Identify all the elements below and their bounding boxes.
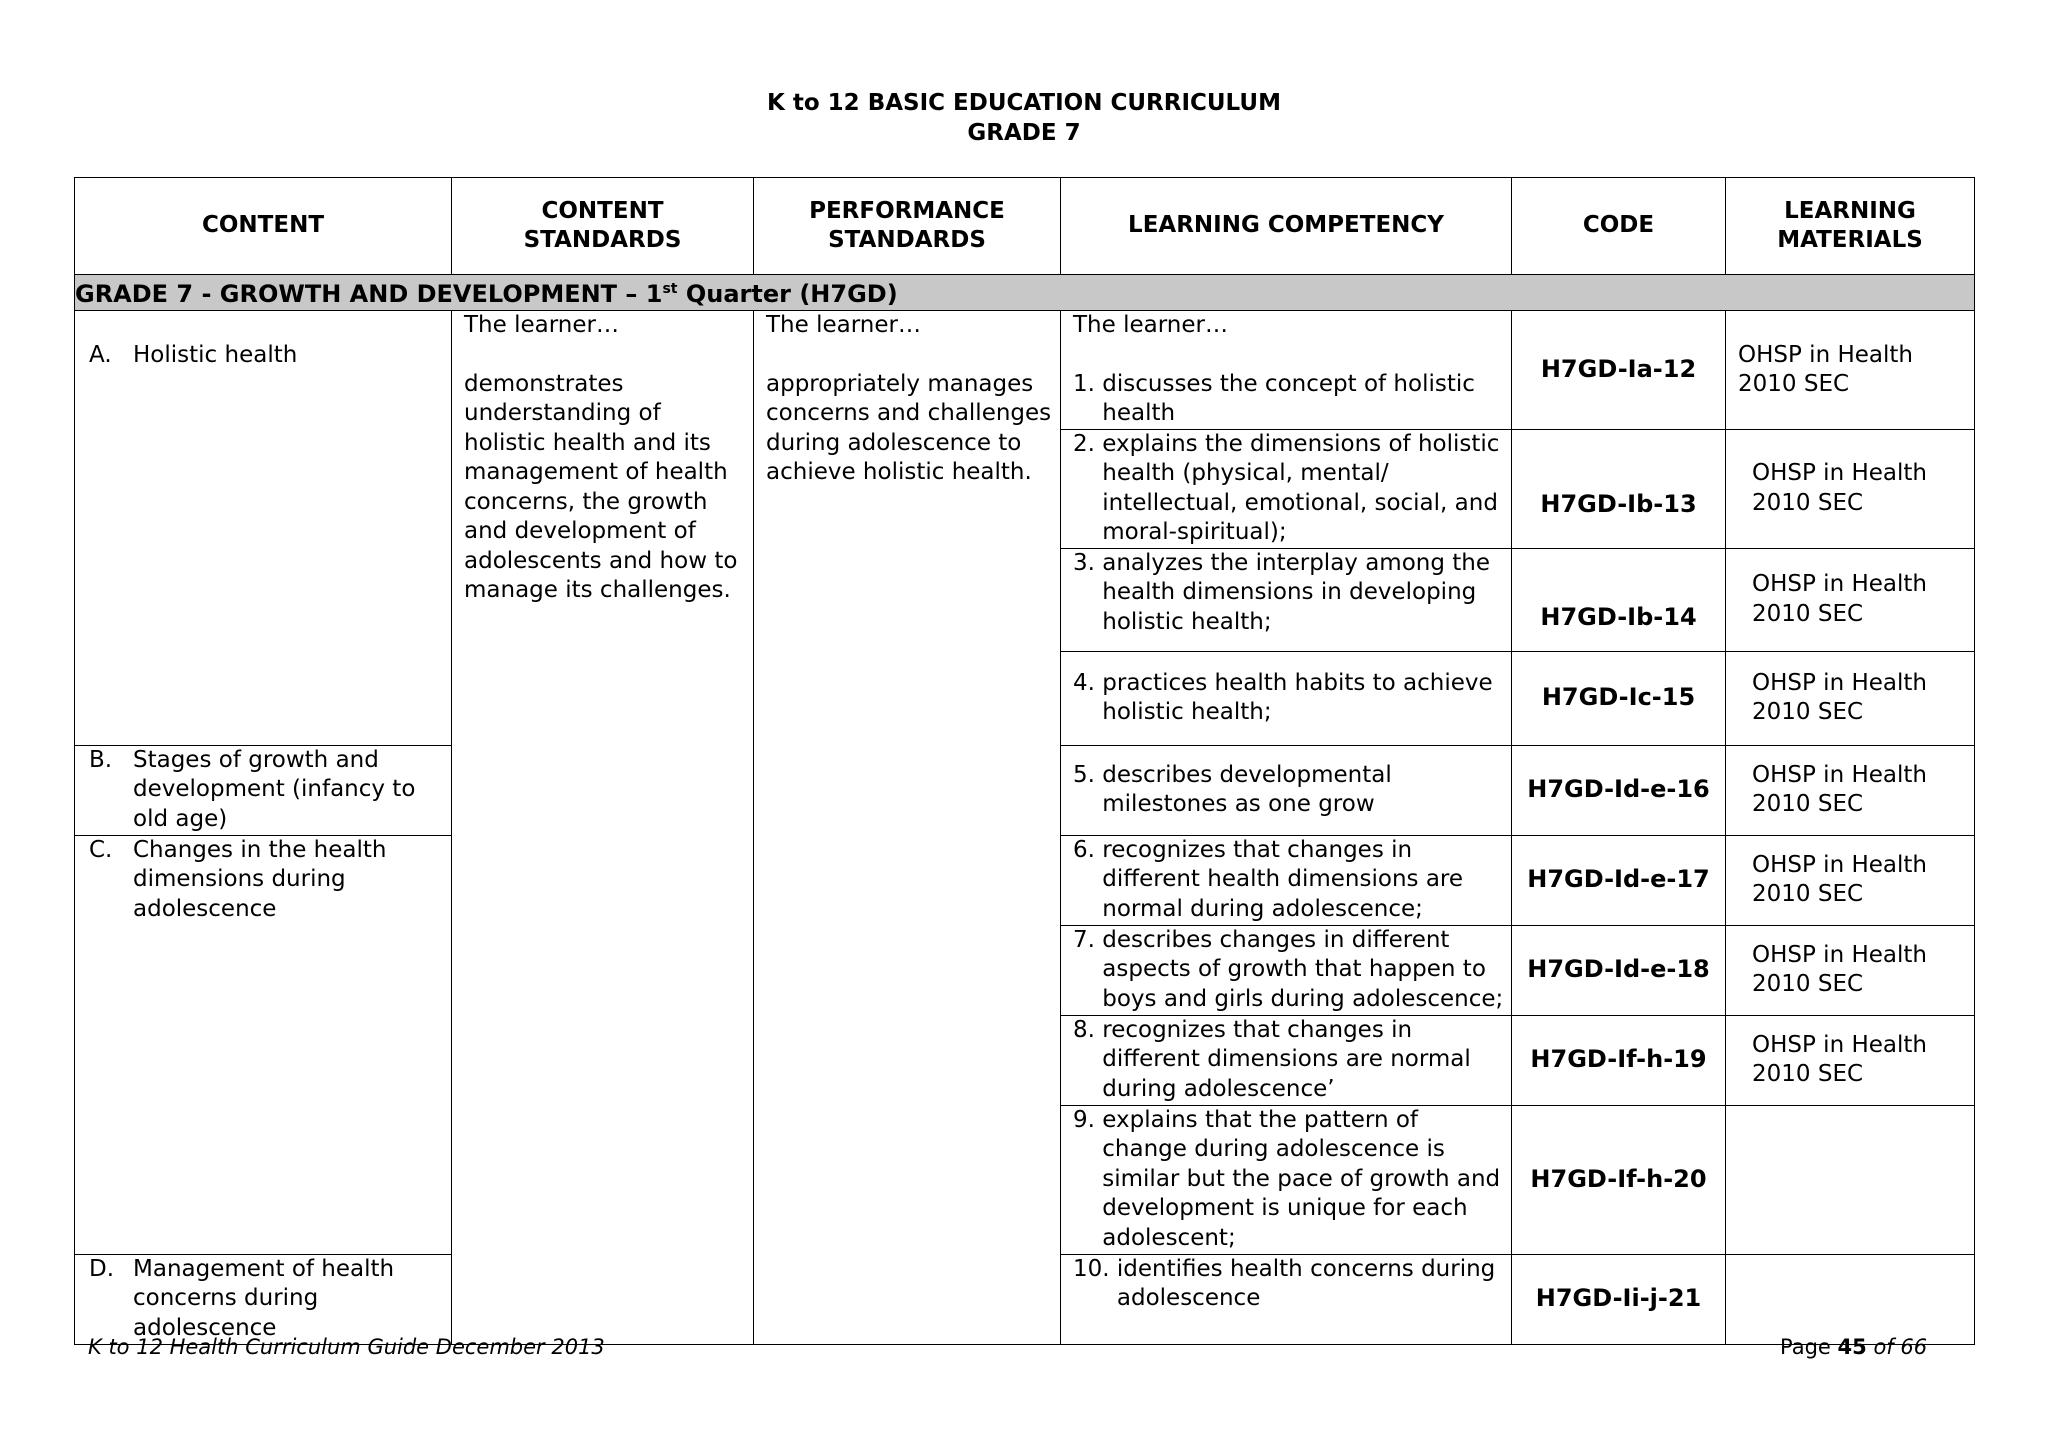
code-cell: H7GD-Ic-15	[1512, 651, 1726, 745]
competency-text: discusses the concept of holistic health	[1102, 370, 1475, 426]
competency-text: explains that the pattern of change during adolescence is similar but the pace of growth and development is unique for each adolescent;	[1102, 1106, 1501, 1251]
materials-cell: OHSP in Health 2010 SEC	[1726, 745, 1975, 835]
content-standard-intro: The learner…	[464, 311, 619, 338]
competency-cell	[1061, 925, 1512, 1015]
performance-standard-text: appropriately manages concerns and challenges during adolescence to achieve holistic health.	[766, 370, 1052, 485]
column-header-code: CODE	[1512, 178, 1726, 275]
competency-text: recognizes that changes in different dimensions are normal during adolescence’	[1102, 1016, 1471, 1102]
performance-standard-cell	[754, 310, 1061, 1344]
competency-text: describes changes in different aspects of growth that happen to boys and girls during adolescence;	[1102, 926, 1504, 1012]
section-row	[75, 275, 1975, 311]
content-text: Holistic health	[133, 341, 298, 368]
code-cell: H7GD-If-h-19	[1512, 1015, 1726, 1105]
document-subtitle: GRADE 7	[967, 120, 1081, 146]
materials-cell	[1726, 1254, 1975, 1344]
competency-cell	[1061, 1105, 1512, 1254]
content-standard-text: demonstrates understanding of holistic health and its management of health concerns, the growth and development of adolescents and how to manage its challenges.	[464, 370, 738, 603]
content-cell-a	[75, 310, 452, 745]
content-letter: C.	[89, 836, 113, 863]
competency-number: 1.	[1073, 370, 1095, 397]
content-letter: B.	[89, 746, 113, 773]
materials-cell: OHSP in Health 2010 SEC	[1726, 1015, 1975, 1105]
content-cell-d	[75, 1254, 452, 1344]
competency-cell	[1061, 310, 1512, 429]
section-title: GRADE 7 - GROWTH AND DEVELOPMENT – 1st Quarter (H7GD)	[75, 275, 1975, 311]
materials-cell	[1726, 1105, 1975, 1254]
competency-cell	[1061, 651, 1512, 745]
footer-guide-title: K to 12 Health Curriculum Guide December 2013	[88, 1335, 605, 1359]
competency-text: identifies health concerns during adolescence	[1116, 1255, 1496, 1311]
curriculum-table	[74, 177, 1975, 1345]
code-cell: H7GD-If-h-20	[1512, 1105, 1726, 1254]
code-cell: H7GD-Id-e-17	[1512, 835, 1726, 925]
competency-number: 10.	[1073, 1255, 1110, 1282]
competency-text: describes developmental milestones as one grow	[1102, 761, 1392, 817]
performance-standard-intro: The learner…	[766, 311, 921, 338]
content-letter: D.	[89, 1255, 115, 1282]
code-cell: H7GD-Ii-j-21	[1512, 1254, 1726, 1344]
content-letter: A.	[89, 341, 112, 368]
content-standard-cell	[452, 310, 754, 1344]
column-header-performance-standards: PERFORMANCE STANDARDS	[754, 178, 1061, 275]
document-title: K to 12 BASIC EDUCATION CURRICULUM	[767, 90, 1281, 116]
competency-number: 6.	[1073, 836, 1095, 863]
table-row	[75, 310, 1975, 429]
column-header-learning-competency: LEARNING COMPETENCY	[1061, 178, 1512, 275]
competency-number: 9.	[1073, 1106, 1095, 1133]
content-cell-b	[75, 745, 452, 835]
materials-cell: OHSP in Health 2010 SEC	[1726, 310, 1975, 429]
materials-cell: OHSP in Health 2010 SEC	[1726, 429, 1975, 548]
column-header-learning-materials: LEARNING MATERIALS	[1726, 178, 1975, 275]
competency-text: practices health habits to achieve holistic health;	[1102, 669, 1493, 725]
code-cell: H7GD-Ib-14	[1512, 548, 1726, 651]
competency-cell	[1061, 548, 1512, 651]
competency-number: 2.	[1073, 430, 1095, 457]
content-text: Changes in the health dimensions during adolescence	[133, 836, 387, 922]
code-cell: H7GD-Id-e-18	[1512, 925, 1726, 1015]
competency-number: 4.	[1073, 669, 1095, 696]
competency-intro: The learner…	[1073, 311, 1228, 338]
competency-number: 5.	[1073, 761, 1095, 788]
competency-text: explains the dimensions of holistic health (physical, mental/ intellectual, emotional, social, and moral-spiritual);	[1102, 430, 1500, 545]
materials-cell: OHSP in Health 2010 SEC	[1726, 925, 1975, 1015]
content-cell-c	[75, 835, 452, 1254]
materials-cell: OHSP in Health 2010 SEC	[1726, 651, 1975, 745]
code-cell: H7GD-Ia-12	[1512, 310, 1726, 429]
competency-number: 7.	[1073, 926, 1095, 953]
competency-number: 8.	[1073, 1016, 1095, 1043]
column-header-content-standards: CONTENT STANDARDS	[452, 178, 754, 275]
competency-text: analyzes the interplay among the health dimensions in developing holistic health;	[1102, 549, 1491, 635]
table-header-row	[75, 178, 1975, 275]
code-cell: H7GD-Ib-13	[1512, 429, 1726, 548]
content-text: Stages of growth and development (infancy to old age)	[133, 746, 416, 832]
competency-number: 3.	[1073, 549, 1095, 576]
competency-cell	[1061, 1015, 1512, 1105]
code-cell: H7GD-Id-e-16	[1512, 745, 1726, 835]
materials-cell: OHSP in Health 2010 SEC	[1726, 835, 1975, 925]
competency-text: recognizes that changes in different health dimensions are normal during adolescence;	[1102, 836, 1464, 922]
competency-cell	[1061, 835, 1512, 925]
competency-cell	[1061, 1254, 1512, 1344]
footer-page-number: Page 45 of 66	[1780, 1335, 1928, 1359]
materials-cell: OHSP in Health 2010 SEC	[1726, 548, 1975, 651]
content-text: Management of health concerns during adolescence	[133, 1255, 395, 1341]
competency-cell	[1061, 429, 1512, 548]
competency-cell	[1061, 745, 1512, 835]
column-header-content: CONTENT	[75, 178, 452, 275]
